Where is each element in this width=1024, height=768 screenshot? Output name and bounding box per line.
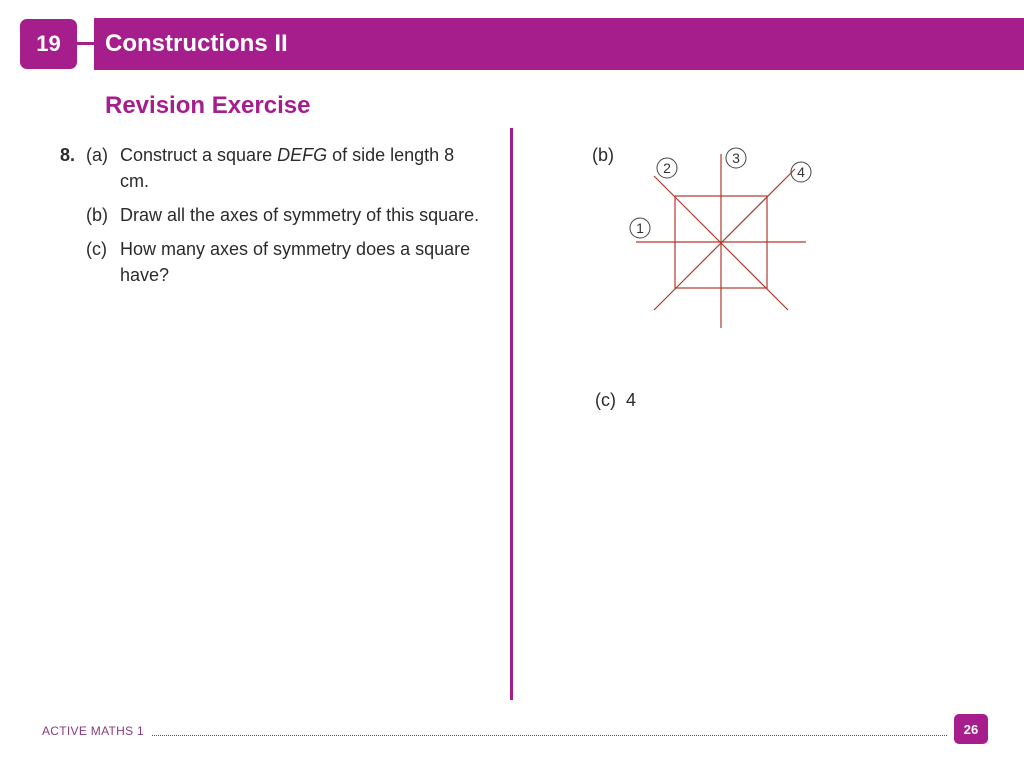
part-a-text-after: of side length 8 cm. bbox=[120, 145, 455, 191]
header-connector bbox=[76, 42, 96, 45]
footer-book-title: ACTIVE MATHS 1 bbox=[42, 724, 144, 738]
part-label-b: (b) bbox=[86, 205, 108, 225]
answer-c bbox=[595, 390, 636, 411]
answer-b-label: (b) bbox=[592, 145, 614, 165]
axis-label-3: 3 bbox=[732, 150, 740, 166]
axis-label-1: 1 bbox=[636, 220, 644, 236]
part-a-text-before: Construct a square bbox=[120, 145, 278, 165]
question-part-c bbox=[60, 236, 480, 288]
part-label-c: (c) bbox=[86, 239, 107, 259]
chapter-number-badge: 19 bbox=[20, 19, 77, 69]
column-divider bbox=[510, 128, 513, 700]
question-part-a bbox=[60, 142, 480, 194]
section-title: Revision Exercise bbox=[105, 92, 311, 119]
part-label-a: (a) bbox=[86, 145, 108, 165]
footer-dotted-rule bbox=[152, 735, 947, 736]
axis-label-4: 4 bbox=[797, 164, 805, 180]
page-number-badge: 26 bbox=[954, 714, 988, 744]
question-number: 8. bbox=[60, 145, 76, 165]
question-8 bbox=[60, 142, 480, 296]
question-part-b bbox=[60, 202, 480, 228]
part-c-text: How many axes of symmetry does a square have? bbox=[120, 239, 471, 285]
chapter-title: Constructions II bbox=[105, 30, 288, 57]
answer-c-value: 4 bbox=[626, 390, 637, 410]
square-symmetry-figure bbox=[620, 140, 820, 335]
part-b-text: Draw all the axes of symmetry of this square. bbox=[120, 205, 480, 225]
part-a-emph: DEFG bbox=[277, 145, 328, 165]
axis-label-2: 2 bbox=[663, 160, 671, 176]
answer-c-label: (c) bbox=[595, 390, 616, 410]
